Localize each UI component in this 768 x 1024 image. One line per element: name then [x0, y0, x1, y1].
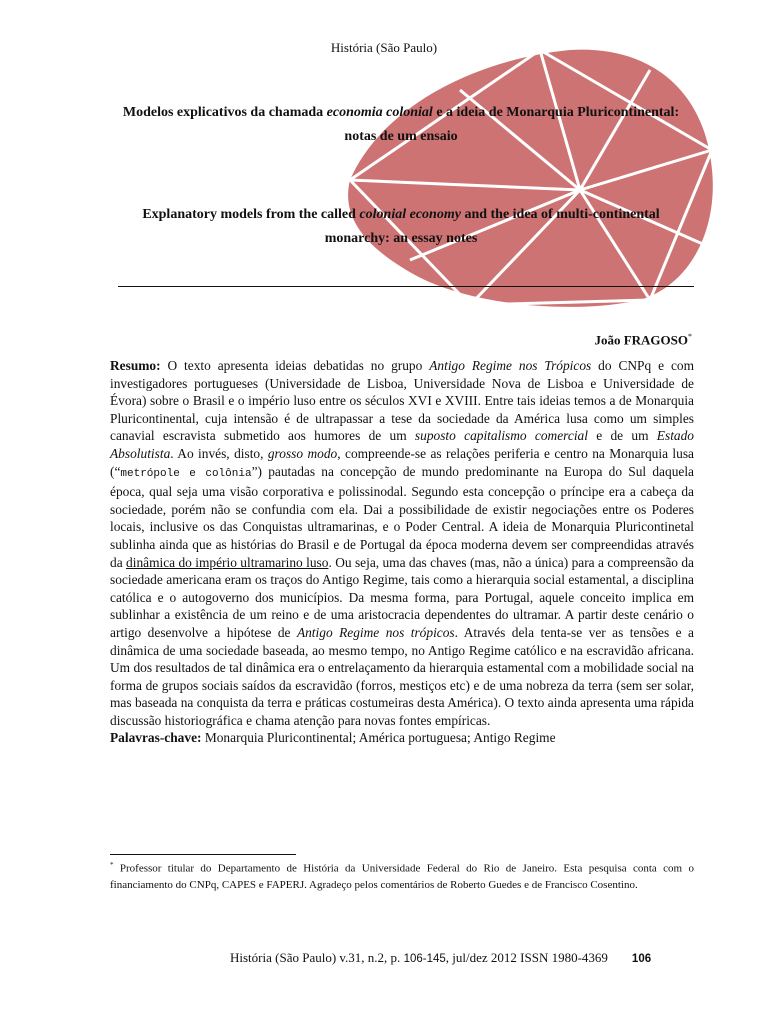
abstract-text-2: do CNPq e com investigadores portugueses (Universidade de Lisboa, Universidade Nova de Lisboa e Universidade de Évora) sobre o Brasil e o império luso entre os séculos XVI e XVIII. Entre tais ideias temos a de Monarquia Pluricontinental, cuja intensão é de ultrapassar a tese da sociedade da América lusa como um simples canavial escravista submetido aos humores de um [110, 358, 694, 444]
author-name [594, 332, 692, 348]
title-en-text-end: and the idea of multi-continental monarchy: an essay notes [324, 207, 660, 246]
abstract-text-1: O texto apresenta ideias debatidas no grupo [160, 358, 430, 373]
abstract-italic-2: suposto capitalismo comercial [414, 428, 588, 444]
keywords-label: Palavras-chave: [110, 730, 202, 746]
abstract-italic-3: Estado Absolutista [110, 428, 694, 461]
page-number: 106 [631, 953, 652, 965]
title-en-text: Explanatory models from the called [142, 207, 360, 222]
keywords-text: Monarquia Pluricontinental; América portuguesa; Antigo Regime [201, 730, 556, 746]
article-title-portuguese [110, 101, 692, 149]
footnote-marker: * [110, 861, 114, 869]
abstract-text-8: . Através dela tenta-se ver as tensões e a dinâmica de uma sociedade baseada, ao mesmo tempo, no Antigo Regime católico e na escravidão africana. Um dos resultados de tal dinâmica era o entrelaçamento da hierarquia estamental com a mobilidade social na forma de grupos sociais saídos da escravidão (forros, mestiços etc) e de uma nobreza da terra (sem ser solar, mas baseada na conquista da terra e práticas costumeiras desta América). O texto ainda apresenta uma rápida discussão historiográfica e chama atenção para novas fontes empíricas. [110, 624, 694, 728]
abstract-text-3: e de um [587, 428, 657, 444]
footer-page-range: 106-145 [403, 953, 446, 965]
footnote-divider [110, 854, 296, 855]
article-title-english [110, 203, 692, 251]
abstract-underlined-phrase: dinâmica do império ultramarino luso [126, 554, 329, 570]
abstract-monospace-term: metrópole e colônia [120, 467, 252, 480]
author-footnote-marker[interactable]: * [688, 332, 692, 341]
abstract-italic-1: Antigo Regime nos Trópicos [429, 358, 592, 373]
author-name-text: João FRAGOSO [594, 332, 688, 348]
title-pt-text: Modelos explicativos da chamada [122, 105, 327, 120]
abstract-text-7: . Ou seja, uma das chaves (mas, não a única) para a compreensão da sociedade americana eram os traços do Antigo Regime, tais como a hierarquia social estamental, a disciplina católica e o autogoverno dos municípios. Da mesma forma, para Portugal, aquele conceito implica em sublinhar a existência de um reino e de uma aristocracia dependentes do ultramar. A partir deste cenário o artigo desenvolve a hipótese de [110, 554, 694, 640]
running-header: História (São Paulo) [330, 40, 438, 55]
abstract-italic-4: grosso modo [267, 445, 338, 461]
abstract [110, 357, 694, 747]
title-pt-italic: economia colonial [326, 105, 433, 120]
title-en-italic: colonial economy [359, 207, 461, 222]
keywords [110, 729, 694, 747]
footer-citation-prefix: História (São Paulo) v.31, n.2, p. [230, 950, 404, 965]
abstract-italic-5: Antigo Regime nos trópicos [296, 624, 455, 640]
abstract-text-6: ”) pautadas na concepção de mundo predominante na Europa do Sul daquela época, qual seja uma visão corporativa e polissinodal. Segundo esta concepção o príncipe era a cabeça da sociedade, porém não se confundia com ela. Dai a possibilidade de existir negociações entre os Poderes locais, inclusive os das Conquistas ultramarinas, e o Poder Central. A ideia de Monarquia Pluricontinetal sublinha ainda que as histórias do Brasil e de Portugal da época moderna devem ser compreendidas através da [110, 463, 695, 570]
footnote-text: Professor titular do Departamento de História da Universidade Federal do Rio de Janeiro. Esta pesquisa conta com o financiamento do CNPq, CAPES e FAPERJ. Agradeço pelos comentários de Roberto Guedes e de Francisco Cosentino. [110, 862, 694, 892]
footnote [110, 857, 694, 894]
abstract-text-5: , compreende-se as relações periferia e centro na Monarquia lusa (“ [110, 445, 694, 479]
title-pt-text-end: e a ideia de Monarquia Pluricontinental: notas de um ensaio [344, 105, 680, 144]
footnote-paragraph [110, 857, 694, 894]
abstract-text-4: . Ao invés, disto, [170, 445, 268, 461]
title-divider [118, 286, 694, 287]
abstract-paragraph [110, 357, 694, 729]
abstract-label: Resumo: [110, 358, 161, 373]
page-footer [230, 950, 651, 966]
footer-citation-suffix: , jul/dez 2012 ISSN 1980-4369 [445, 950, 608, 965]
